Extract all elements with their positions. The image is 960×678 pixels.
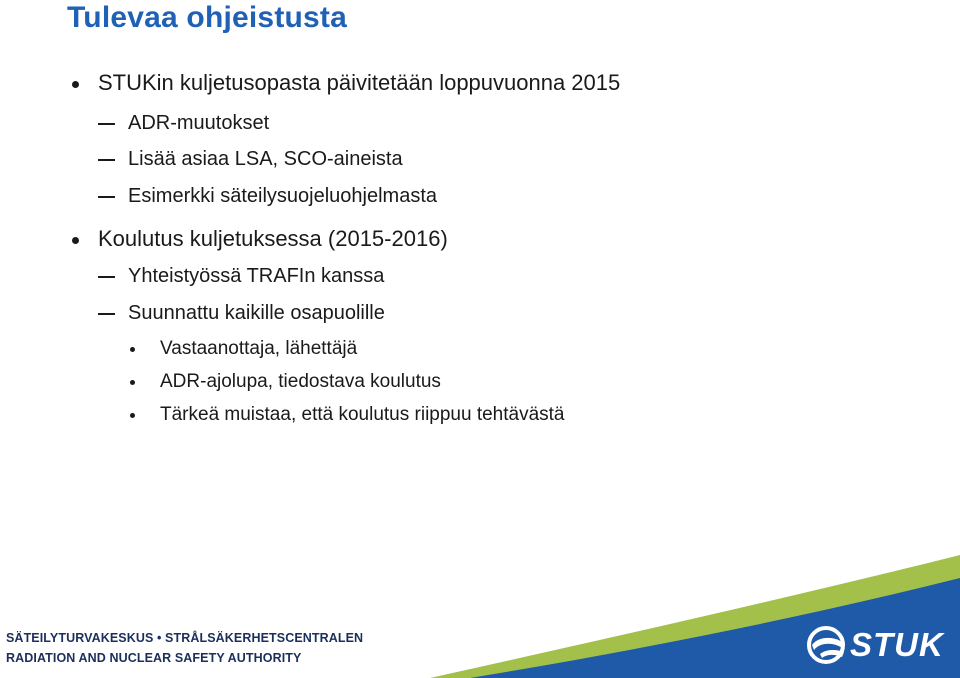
- stuk-logo-text: STUK: [850, 626, 944, 663]
- list-item: Suunnattu kaikille osapuolille: [128, 302, 385, 324]
- list-item: Tärkeä muistaa, että koulutus riippuu tehtävästä: [160, 404, 565, 425]
- list-item: Esimerkki säteilysuojeluohjelmasta: [128, 185, 438, 207]
- list-item: ADR-muutokset: [128, 112, 270, 134]
- slide-title: Tulevaa ohjeistusta: [67, 1, 347, 34]
- stuk-logo-icon: [806, 624, 850, 666]
- stuk-logo: [806, 624, 946, 666]
- list-item: Koulutus kuljetuksessa (2015-2016): [98, 226, 448, 251]
- list-item: STUKin kuljetusopasta päivitetään loppuvuonna 2015: [98, 70, 621, 95]
- footer-authority-line: RADIATION AND NUCLEAR SAFETY AUTHORITY: [6, 651, 302, 665]
- footer-org-line: SÄTEILYTURVAKESKUS • STRÅLSÄKERHETSCENTRALEN: [6, 631, 364, 645]
- list-item: Vastaanottaja, lähettäjä: [160, 338, 358, 359]
- list-item: Lisää asiaa LSA, SCO-aineista: [128, 148, 403, 170]
- list-item: ADR-ajolupa, tiedostava koulutus: [160, 371, 441, 392]
- list-item: Yhteistyössä TRAFIn kanssa: [128, 265, 385, 287]
